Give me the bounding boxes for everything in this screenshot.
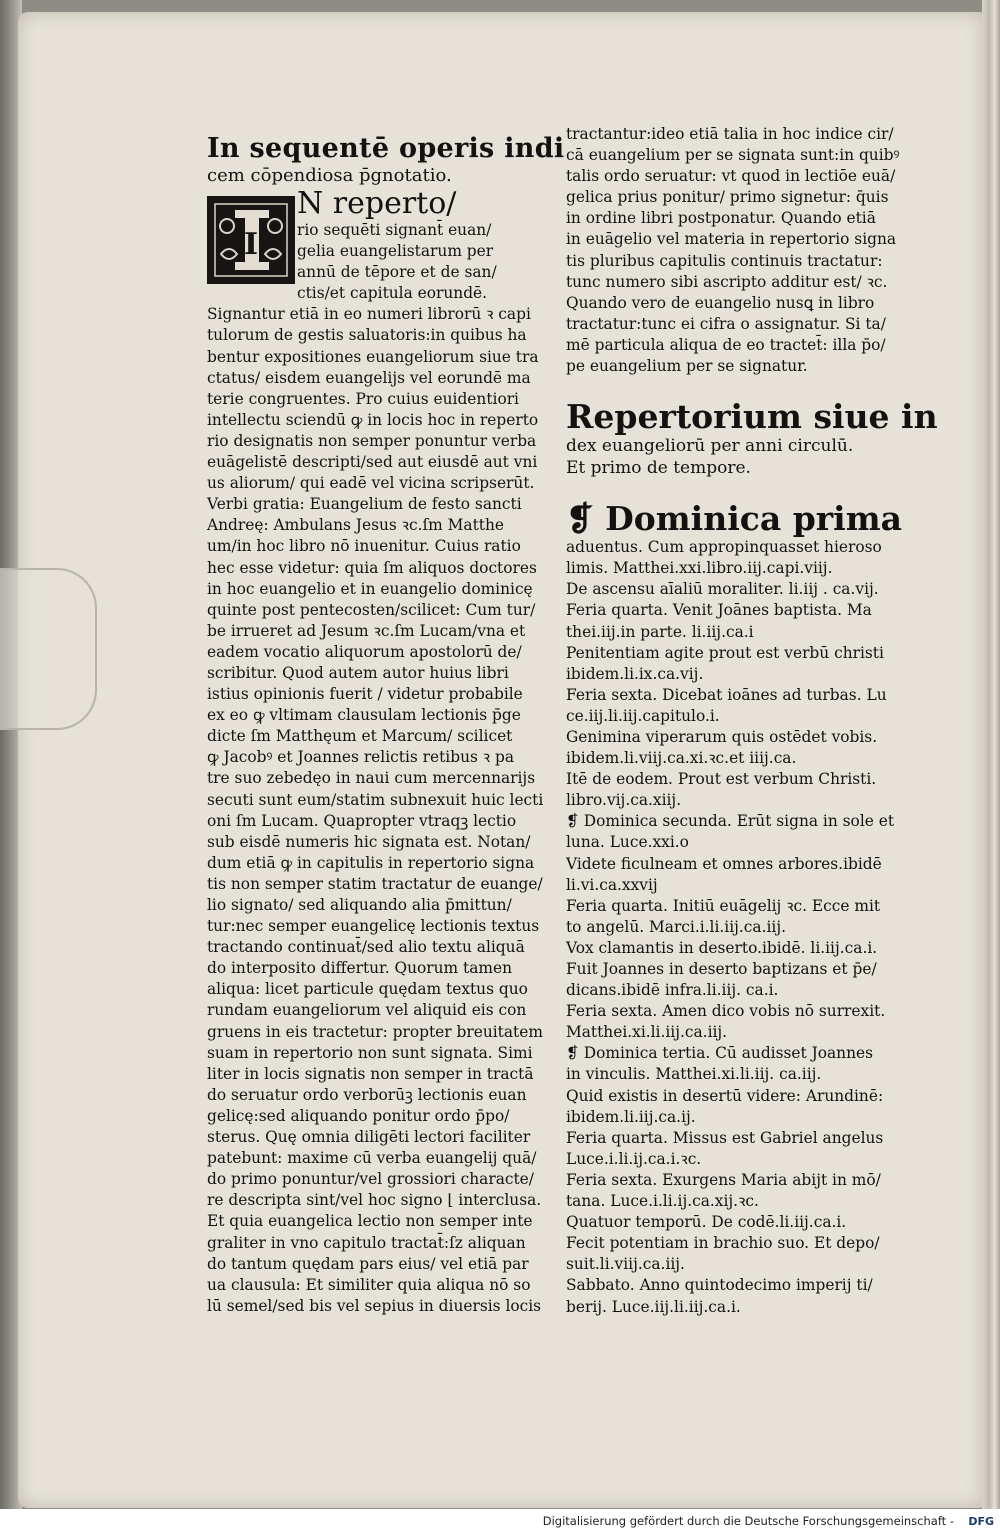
text-line: bentur expositiones euangeliorum siue tra: [207, 347, 539, 366]
index-entry: Feria quarta. Initiū euāgelij ꝛc. Ecce mit: [566, 896, 881, 915]
index-entry: Fecit potentiam in brachio suo. Et depo/: [566, 1234, 880, 1253]
text-line: re descripta sint/vel hoc signo ⌊ interclusa.: [207, 1191, 542, 1210]
text-line: tulorum de gestis saluatoris:in quibus ha: [207, 326, 527, 345]
index-entry: ibidem.li.ix.ca.vij.: [566, 664, 704, 683]
text-line: dum etiā ꝙ in capitulis in repertorio signa: [207, 853, 535, 872]
text-line: hec esse videtur: quia ſm aliquos doctores: [207, 558, 537, 577]
footer-bar: [0, 1509, 1000, 1531]
index-entry: Feria quarta. Missus est Gabriel angelus: [566, 1128, 884, 1147]
index-entry: li.vi.ca.xxvij: [566, 875, 658, 894]
dfg-logo: DFG: [968, 1515, 994, 1528]
text-line: secuti sunt eum/statim subnexuit huic lecti: [207, 790, 544, 809]
text-line: do seruatur ordo verborūꝫ lectionis euan: [207, 1085, 527, 1104]
index-entry: Genimina viperarum quis ostēdet vobis.: [566, 727, 878, 746]
text-line: aliqua: licet particule quędam textus quo: [207, 980, 528, 999]
text-line: patebunt: maxime cū verba euangelij quā/: [207, 1149, 537, 1168]
text-line: rio sequēti signant̄ euan/: [297, 221, 492, 239]
repertorium-heading-line3: Et primo de tempore.: [566, 458, 751, 479]
index-entry: Feria sexta. Amen dico vobis nō surrexit.: [566, 1002, 886, 1021]
text-line: do primo ponuntur/vel grossiori characte/: [207, 1170, 534, 1189]
text-line: pe euangelium per se signatur.: [566, 357, 808, 376]
index-title-line1: In sequentē operis indi: [207, 133, 565, 164]
left-text-column: [207, 133, 565, 1317]
index-entry: Feria sexta. Dicebat ioānes ad turbas. Lu: [566, 685, 887, 704]
text-line: Signantur etiā in eo numeri librorū ꝛ capi: [207, 305, 531, 324]
index-entry: Matthei.xi.li.iij.ca.iij.: [566, 1023, 728, 1042]
index-entry: Feria sexta. Exurgens Maria abijt in mō/: [566, 1170, 881, 1189]
text-line: ex eo ꝙ vltimam clausulam lectionis p̄ge: [207, 706, 521, 725]
svg-text:I: I: [243, 227, 259, 262]
text-line: euāgelistē descripti/sed aut eiusdē aut vni: [207, 453, 538, 472]
text-line: cā euangelium per se signata sunt:in quibꝰ: [566, 146, 900, 165]
index-entry: Feria quarta. Venit Joānes baptista. Ma: [566, 601, 872, 620]
text-line: Andreę: Ambulans Jesus ꝛc.ſm Matthe: [207, 516, 504, 535]
repertorium-heading-line2: dex euangeliorū per anni circulū.: [566, 436, 854, 457]
index-entry: Vox clamantis in deserto.ibidē. li.iij.ca.i.: [566, 938, 878, 957]
index-entry: ce.iij.li.iij.capitulo.i.: [566, 706, 720, 725]
index-entry: limis. Matthei.xxi.libro.iij.capi.viij.: [566, 559, 833, 578]
text-line: do tantum quędam pars eius/ vel etiā par: [207, 1254, 529, 1273]
index-entry: De ascensu aīaliū moraliter. li.iij . ca.vij.: [566, 580, 879, 599]
text-line: dicte ſm Matthęum et Marcum/ scilicet: [207, 727, 513, 746]
text-line: istius opinionis fuerit / videtur probabile: [207, 685, 523, 704]
text-line: rio designatis non semper ponuntur verba: [207, 431, 537, 450]
index-entry: Penitentiam agite prout est verbū christi: [566, 643, 884, 662]
index-entry: in vinculis. Matthei.xi.li.iij. ca.iij.: [566, 1065, 822, 1084]
index-entry: Luce.i.li.ij.ca.i.ꝛc.: [566, 1149, 702, 1168]
text-line: in hoc euangelio et in euangelio dominicę: [207, 579, 533, 598]
text-line: gelia euangelistarum per: [297, 242, 494, 261]
text-line: ctatus/ eisdem euangelijs vel eorundē ma: [207, 368, 531, 387]
lines-beside-initial: [207, 188, 547, 304]
index-entry: aduentus. Cum appropinquasset hieroso: [566, 538, 882, 557]
repertorium-heading: Repertorium siue in: [566, 397, 938, 437]
right-intro-lines: [566, 124, 911, 377]
text-line: Et quia euangelica lectio non semper inte: [207, 1212, 533, 1231]
text-line: in ordine libri postponatur. Quando etiā: [566, 209, 876, 228]
page-clip-outline: [0, 568, 97, 730]
index-entry: Quatuor temporū. De codē.li.iij.ca.i.: [566, 1213, 847, 1232]
index-entry: berij. Luce.iij.li.iij.ca.i.: [566, 1297, 741, 1316]
left-body-lines: [207, 304, 547, 1317]
text-line: us aliorum/ qui eadē vel vicina scripserūt.: [207, 474, 535, 493]
index-entry: libro.vij.ca.xiij.: [566, 791, 682, 810]
text-line: annū de tēpore et de san/: [297, 263, 497, 282]
text-line: lū semel/sed bis vel sepius in diuersis locis: [207, 1296, 542, 1315]
text-line: tur:nec semper euangelicę lectionis textus: [207, 917, 540, 936]
text-line: tis pluribus capitulis continuis tractatur:: [566, 251, 883, 270]
text-line: gruens in eis tractetur: propter breuitatem: [207, 1022, 543, 1041]
index-entry: ❡ Dominica secunda. Erūt signa in sole et: [566, 812, 895, 831]
text-line: gelica prius ponitur/ primo signetur: q̄uis: [566, 188, 889, 207]
footer-credit: Digitalisierung gefördert durch die Deutsche Forschungsgemeinschaft -: [542, 1514, 954, 1528]
index-entry: luna. Luce.xxi.o: [566, 833, 689, 852]
index-entry: ibidem.li.viij.ca.xi.ꝛc.et iiij.ca.: [566, 749, 797, 768]
index-entry: ❡ Dominica tertia. Cū audisset Joannes: [566, 1044, 874, 1063]
text-line: lio signato/ sed aliquando alia p̄mittun/: [207, 896, 512, 914]
text-line: graliter in vno capitulo tractat̄:ſz aliquan: [207, 1233, 526, 1252]
index-entry: Itē de eodem. Prout est verbum Christi.: [566, 770, 877, 789]
text-line: do interposito differtur. Quorum tamen: [207, 959, 513, 978]
text-line: tractantur:ideo etiā talia in hoc indice cir/: [566, 125, 894, 143]
text-line: be irrueret ad Jesum ꝛc.ſm Lucam/vna et: [207, 621, 526, 640]
text-line: Verbi gratia: Euangelium de festo sancti: [207, 495, 522, 514]
page-stack-edge: [982, 0, 1000, 1510]
index-entry: to angelū. Marci.i.li.iij.ca.iij.: [566, 917, 786, 936]
text-line: tis non semper statim tractatur de euange/: [207, 874, 543, 893]
text-line: ctis/et capitula eorundē.: [297, 284, 488, 303]
right-text-column: [566, 124, 938, 1318]
text-line: liter in locis signatis non semper in tractā: [207, 1064, 534, 1083]
text-line: tre suo zebedęo in naui cum mercennarijs: [207, 769, 536, 788]
index-entry: tana. Luce.i.li.ij.ca.xij.ꝛc.: [566, 1192, 759, 1211]
index-entry: suit.li.viij.ca.iij.: [566, 1255, 685, 1274]
text-line: tunc numero sibi ascripto additur est/ ꝛc.: [566, 272, 888, 291]
text-line: sterus. Quę omnia diligēti lectori faciliter: [207, 1128, 531, 1147]
text-line: ꝙ Jacobꝰ et Joannes relictis retibus ꝛ pa: [207, 748, 514, 767]
index-title-line2: cem cōpendiosa p̄gnotatio.: [207, 165, 452, 186]
index-entry: thei.iij.in parte. li.iij.ca.i: [566, 622, 754, 641]
index-entry: Quid existis in desertū videre: Arundinē:: [566, 1086, 884, 1105]
text-line: in euāgelio vel materia in repertorio signa: [566, 230, 897, 249]
text-line: Quando vero de euangelio nusꝗ in libro: [566, 293, 875, 312]
text-line: um/in hoc libro nō inuenitur. Cuius ratio: [207, 537, 521, 556]
index-entry: Videte ficulneam et omnes arbores.ibidē: [566, 854, 882, 873]
text-line: eadem vocatio aliquorum apostolorū de/: [207, 642, 522, 661]
text-line: talis ordo seruatur: vt quod in lectiōe euā/: [566, 167, 896, 186]
index-entry: ibidem.li.iij.ca.ij.: [566, 1107, 696, 1126]
text-line: rundam euangeliorum vel aliquid eis con: [207, 1001, 527, 1020]
text-line: oni ſm Lucam. Quapropter vtraqꝫ lectio: [207, 811, 517, 830]
text-line: tractatur:tunc ei cifra o assignatur. Si ta/: [566, 314, 886, 333]
text-line: ua clausula: Et similiter quia aliqua nō so: [207, 1275, 531, 1294]
index-entry: dicans.ibidē infra.li.iij. ca.i.: [566, 981, 779, 1000]
text-line: gelicę:sed aliquando ponitur ordo p̄po/: [207, 1106, 510, 1125]
text-line: quinte post pentecosten/scilicet: Cum tur/: [207, 600, 536, 619]
index-entry: Sabbato. Anno quintodecimo imperij ti/: [566, 1276, 873, 1295]
index-entry: Fuit Joannes in deserto baptizans et p̄e/: [566, 960, 877, 978]
index-entries: [566, 537, 911, 1317]
text-line: mē particula aliqua de eo tractet̄: illa p̄o/: [566, 335, 886, 354]
text-line: suam in repertorio non sunt signata. Simi: [207, 1043, 533, 1062]
text-line: sub eisdē numeris hic signata est. Notan/: [207, 832, 531, 851]
text-line: terie congruentes. Pro cuius euidentiori: [207, 389, 519, 408]
text-line: scribitur. Quod autem autor huius libri: [207, 663, 509, 682]
section-title-dominica-prima: ❡ Dominica prima: [566, 499, 903, 539]
text-line: tractando continuat̄/sed alio textu aliquā: [207, 938, 525, 957]
text-line: N reperto/: [297, 186, 457, 221]
text-line: intellectu sciendū ꝙ in locis hoc in reperto: [207, 410, 539, 429]
